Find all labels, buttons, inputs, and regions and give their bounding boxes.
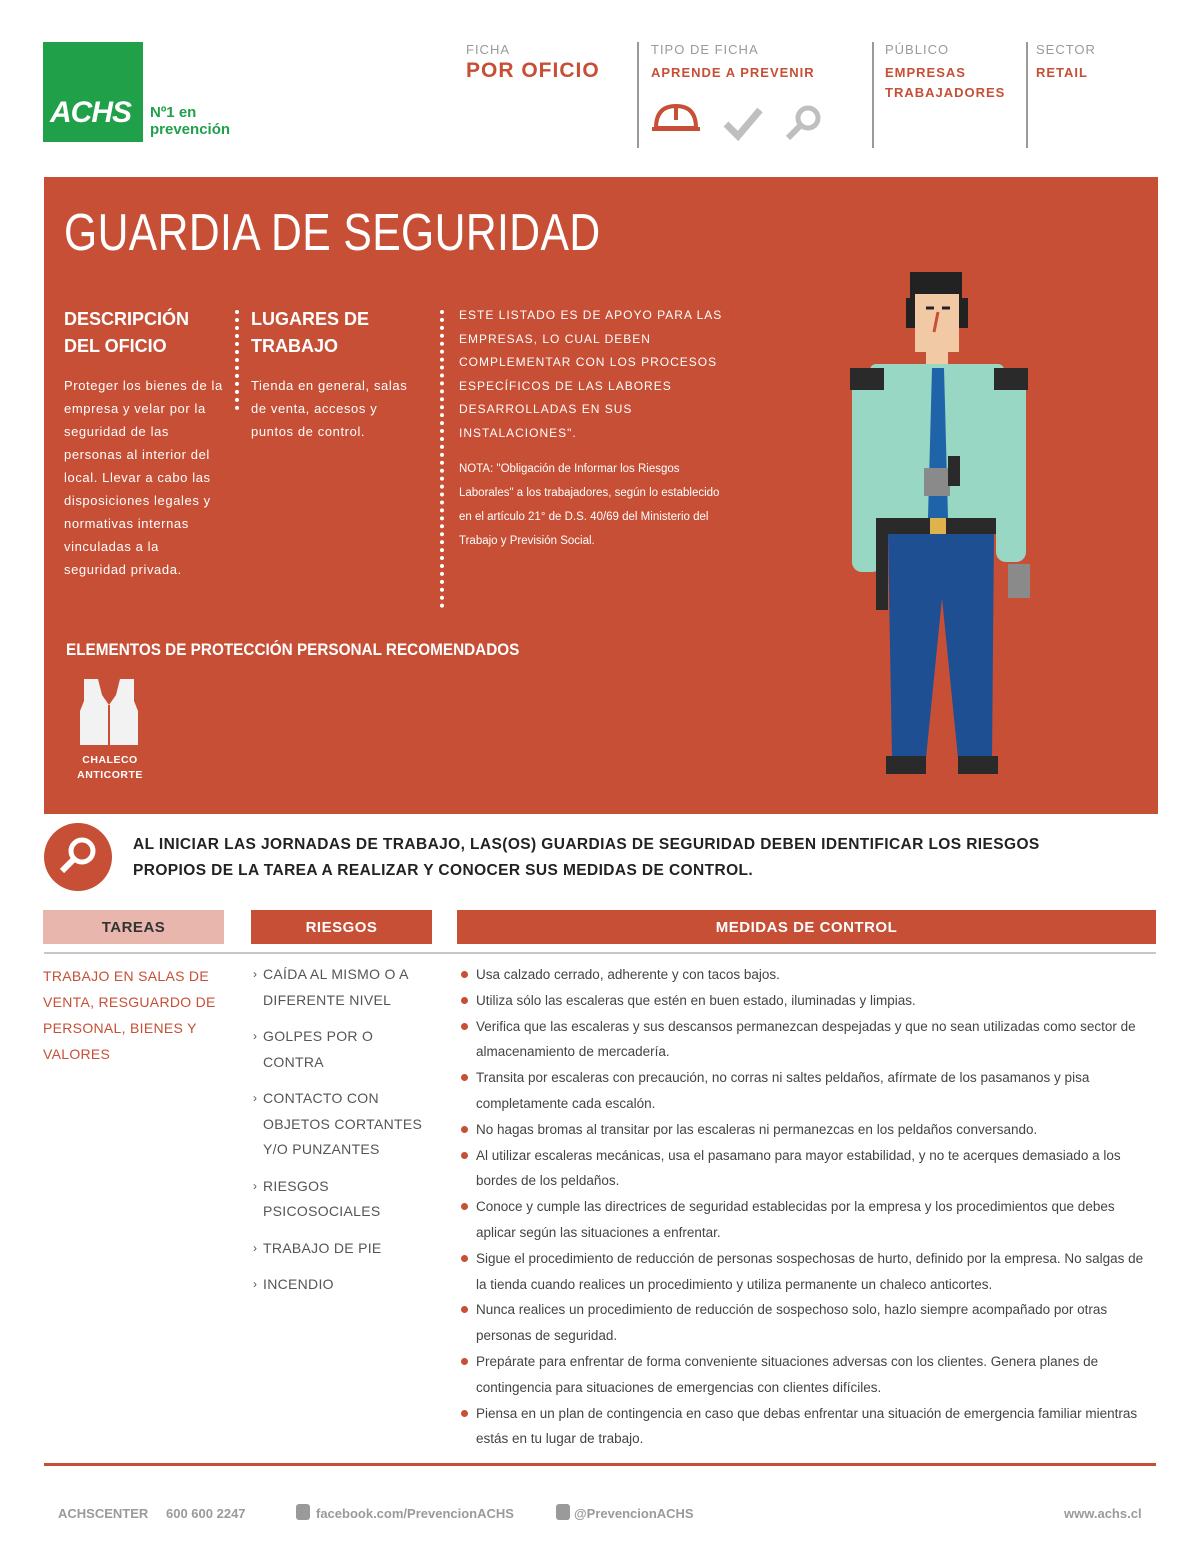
header-divider [637,42,639,148]
tipo-value: APRENDE A PREVENIR [651,65,815,80]
list-item: Al utilizar escaleras mecánicas, usa el pasamano para mayor estabilidad, y no te acerques demasiado a los bordes de los peldaños. [459,1143,1155,1195]
achscenter-label: ACHSCENTER [58,1506,149,1521]
lugares-section [251,306,411,443]
riesgos-header: RIESGOS [251,910,432,944]
list-item: No hagas bromas al transitar por las escaleras ni permanezcas en los peldaños conversando. [459,1117,1155,1143]
sector-label: SECTOR [1036,42,1096,57]
twitter-icon [556,1504,570,1520]
table-divider [44,952,1156,954]
logo-text: ACHS [50,96,132,129]
list-item: Usa calzado cerrado, adherente y con tacos bajos. [459,962,1155,988]
publico-value-trabajadores: TRABAJADORES [885,85,1006,100]
ficha-block [466,42,600,81]
list-item: Verifica que las escaleras y sus descansos permanezcan despejadas y que no sean utilizadas como sector de almacenamiento de mercadería. [459,1014,1155,1066]
magnifier-icon [784,104,824,142]
list-item: Piensa en un plan de contingencia en caso que debas enfrentar una situación de emergencia familiar mientras estás en tu lugar de trabajo. [459,1401,1155,1453]
column-divider [440,310,444,608]
sector-value: RETAIL [1036,65,1088,80]
list-item: › TRABAJO DE PIE [253,1236,438,1262]
search-badge [44,823,112,891]
list-item: Nunca realices un procedimiento de reducción de sospechoso solo, hazlo siempre acompañado por otras personas de seguridad. [459,1297,1155,1349]
tipo-block [651,42,815,83]
security-guard-illustration [840,268,1040,788]
descripcion-section [64,306,224,581]
list-item: Transita por escaleras con precaución, no corras ni saltes peldaños, afírmate de los pasamanos y pisa completamente cada escalón. [459,1065,1155,1117]
magnifier-icon [44,823,112,891]
header-divider [1026,42,1028,148]
epp-heading: ELEMENTOS DE PROTECCIÓN PERSONAL RECOMENDADOS [66,640,520,659]
facebook-link[interactable]: facebook.com/PrevencionACHS [316,1506,514,1521]
footer-phone[interactable]: 600 600 2247 [166,1506,246,1521]
list-item: › INCENDIO [253,1272,438,1298]
twitter-link[interactable]: @PrevencionACHS [574,1506,694,1521]
header-divider [872,42,874,148]
publico-label: PÚBLICO [885,42,950,57]
riesgos-list [253,962,438,1309]
tareas-header: TAREAS [43,910,224,944]
website-link[interactable]: www.achs.cl [1064,1506,1142,1521]
vest-icon [76,675,142,749]
footer-divider [44,1463,1156,1466]
publico-value-empresas: EMPRESAS [885,65,966,80]
listado-text: ESTE LISTADO ES DE APOYO PARA LAS EMPRESAS, LO CUAL DEBEN COMPLEMENTAR CON LOS PROCESOS ESPECÍFICOS DE LAS LABORES DESARROLLADAS EN SUS INSTALACIONES". [459,308,723,440]
lugares-text: Tienda en general, salas de venta, accesos y puntos de control. [251,378,408,439]
list-item: Conoce y cumple las directrices de seguridad establecidas por la empresa y los procedimientos que debes aplicar según las situaciones a enfrentar. [459,1194,1155,1246]
publico-block [885,42,1005,103]
facebook-icon [296,1504,310,1520]
column-divider [235,310,239,410]
check-icon [722,106,764,142]
epp-item-label: CHALECO ANTICORTE [77,754,143,781]
listado-section [459,304,729,553]
medidas-list [459,962,1155,1452]
list-item: › RIESGOS PSICOSOCIALES [253,1174,438,1225]
descripcion-heading: DESCRIPCIÓN DEL OFICIO [64,309,190,356]
intro-text: AL INICIAR LAS JORNADAS DE TRABAJO, LAS(OS) GUARDIAS DE SEGURIDAD DEBEN IDENTIFICAR LOS RIESGOS PROPIOS DE LA TAREA A REALIZAR Y CONOCER SUS MEDIDAS DE CONTROL. [133,836,1040,879]
descripcion-text: Proteger los bienes de la empresa y velar por la seguridad de las personas al interior del local. Llevar a cabo las disposiciones legales y normativas internas vinculadas a la seguridad privada. [64,378,223,577]
list-item: Sigue el procedimiento de reducción de personas sospechosas de hurto, definido por la empresa. No salgas de la tienda cuando realices un procedimiento y utiliza permanente un chaleco anticortes. [459,1246,1155,1298]
list-item: › CONTACTO CON OBJETOS CORTANTES Y/O PUNZANTES [253,1086,438,1163]
ficha-value: POR OFICIO [466,59,600,82]
tareas-cell: TRABAJO EN SALAS DE VENTA, RESGUARDO DE PERSONAL, BIENES Y VALORES [43,968,216,1062]
page-title: GUARDIA DE SEGURIDAD [64,204,601,262]
list-item: Utiliza sólo las escaleras que estén en buen estado, iluminadas y limpias. [459,988,1155,1014]
list-item: Prepárate para enfrentar de forma conveniente situaciones adversas con los clientes. Genera planes de contingencia para situaciones de emergencias con clientes difíciles. [459,1349,1155,1401]
list-item: › CAÍDA AL MISMO O A DIFERENTE NIVEL [253,962,438,1013]
tipo-label: TIPO DE FICHA [651,42,759,57]
list-item: › GOLPES POR O CONTRA [253,1024,438,1075]
logo-tagline: Nº1 en prevención [150,104,231,138]
nota-text: NOTA: "Obligación de Informar los Riesgos Laborales" a los trabajadores, según lo establecido en el artículo 21° de D.S. 40/69 del Ministerio del Trabajo y Previsión Social. [459,463,720,547]
medidas-header: MEDIDAS DE CONTROL [457,910,1156,944]
sector-block [1036,42,1096,83]
lugares-heading: LUGARES DE TRABAJO [251,309,370,356]
ficha-label: FICHA [466,42,510,57]
helmet-icon [650,100,702,140]
